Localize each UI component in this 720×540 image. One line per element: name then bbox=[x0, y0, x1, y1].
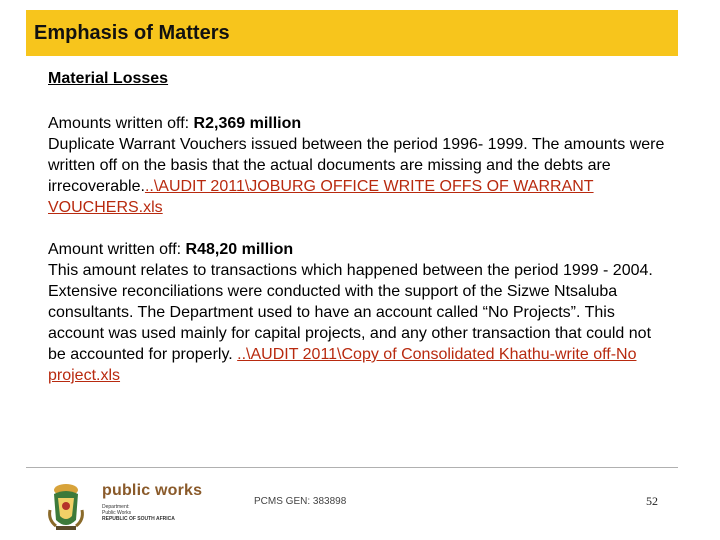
page-number: 52 bbox=[646, 494, 658, 508]
slide-content bbox=[48, 70, 668, 386]
title-bar bbox=[26, 10, 678, 56]
paragraph-2 bbox=[48, 260, 668, 386]
amount-value-2: R48,20 million bbox=[185, 241, 294, 258]
brand-line-1: Department: bbox=[102, 504, 130, 510]
amount-value-1: R2,369 million bbox=[193, 115, 302, 132]
amount-label-1: Amounts written off: bbox=[48, 115, 194, 132]
footer-divider bbox=[26, 467, 678, 468]
amount-heading-1 bbox=[48, 114, 668, 134]
coat-of-arms-icon bbox=[46, 480, 86, 532]
khathu-write-off-link[interactable]: ..\AUDIT 2011\Copy of Consolidated Khathu-write off-No project.xls bbox=[48, 346, 637, 384]
section-heading: Material Losses bbox=[48, 70, 169, 87]
amount-label-2: Amount written off: bbox=[48, 241, 186, 258]
brand-subtitle bbox=[102, 504, 202, 522]
paragraph-1-text: Duplicate Warrant Vouchers issued between the period 1996- 1999. The amounts were written off on the basis that the actual documents are missing and the debts are irrecoverable. bbox=[48, 136, 665, 195]
public-works-logo bbox=[46, 476, 206, 536]
amount-heading-2 bbox=[48, 240, 668, 260]
brand-line-2: Public Works bbox=[102, 510, 132, 516]
paragraph-2-text: This amount relates to transactions which happened between the period 1999 - 2004. Extensive reconciliations were conducted with the support of the Sizwe Ntsaluba consultants. The Department used to have an account called “No Projects”. This account was used mainly for capital projects, and any other transaction that could not be accounted for properly. bbox=[48, 262, 653, 363]
paragraph-1 bbox=[48, 134, 668, 218]
pcms-reference: PCMS GEN: 383898 bbox=[254, 496, 347, 507]
warrant-vouchers-link[interactable]: ..\AUDIT 2011\JOBURG OFFICE WRITE OFFS OF WARRANT VOUCHERS.xls bbox=[48, 178, 594, 216]
brand-line-3: REPUBLIC OF SOUTH AFRICA bbox=[102, 516, 175, 522]
slide-title: Emphasis of Matters bbox=[34, 21, 230, 44]
brand-name: public works bbox=[102, 482, 203, 499]
